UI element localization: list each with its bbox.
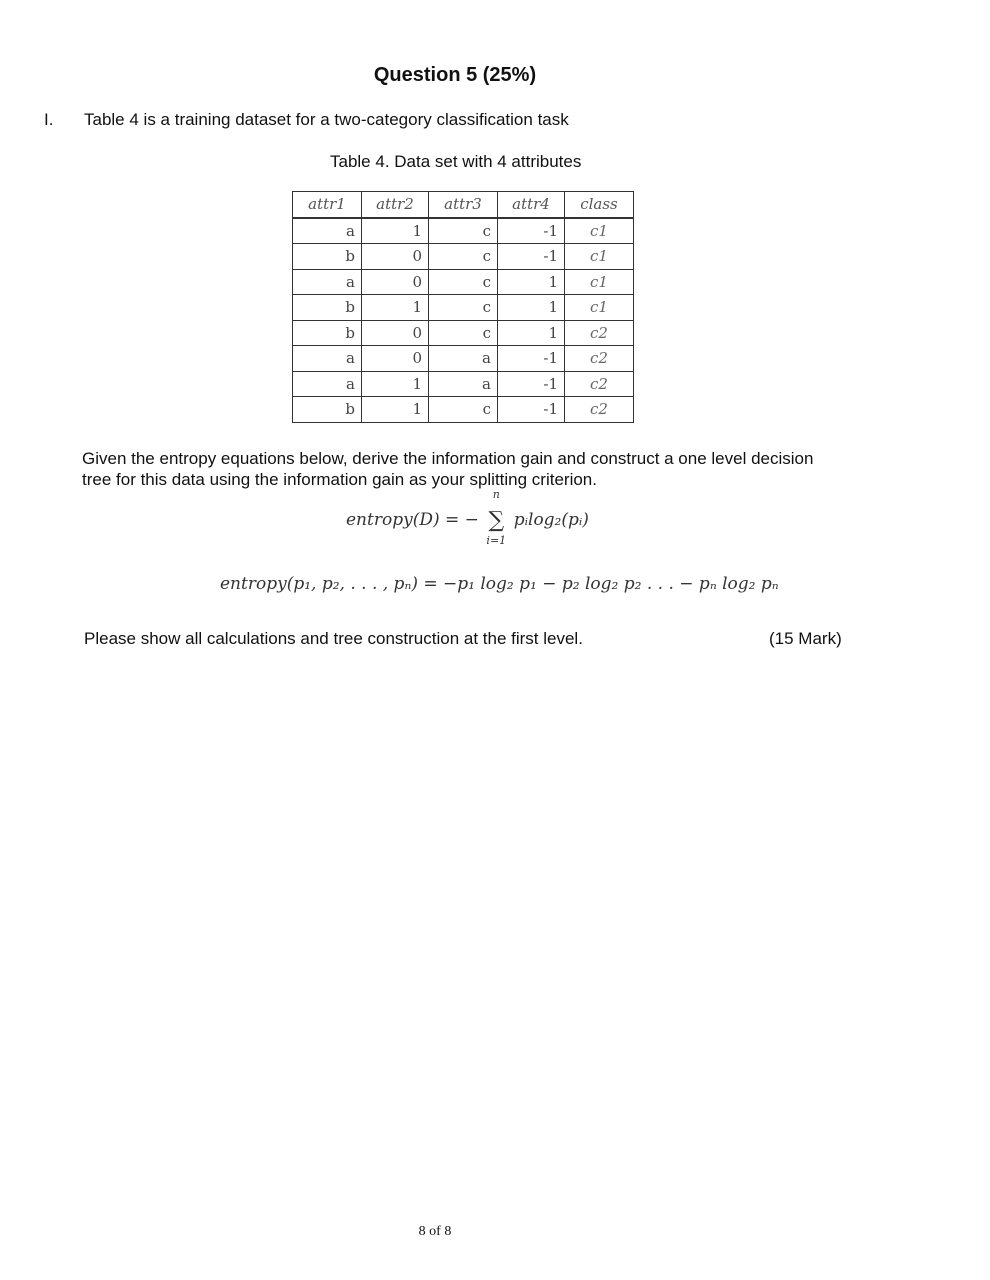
header-attr4: attr4 (498, 192, 565, 218)
table-cell: c1 (565, 218, 634, 244)
table-row (293, 397, 634, 423)
data-table (292, 191, 634, 423)
table-cell: -1 (498, 218, 565, 244)
header-attr2: attr2 (362, 192, 429, 218)
table-cell: c1 (565, 244, 634, 270)
table-cell: b (293, 397, 362, 423)
header-attr1: attr1 (293, 192, 362, 218)
sum-lower-limit: i=1 (486, 534, 507, 547)
table-cell: c (429, 269, 498, 295)
table-cell: a (293, 346, 362, 372)
table-cell: -1 (498, 397, 565, 423)
sum-upper-limit: n (492, 488, 500, 501)
table-cell: c (429, 244, 498, 270)
table-cell: 1 (498, 320, 565, 346)
table-cell: 0 (362, 320, 429, 346)
table-cell: b (293, 320, 362, 346)
entropy-equation-2: entropy(p₁, p₂, . . . , pₙ) = −p₁ log₂ p₁ − p₂ log₂ p₂ . . . − pₙ log₂ pₙ (220, 574, 779, 594)
eq1-lhs: entropy(D) = − (346, 510, 479, 530)
table-row (293, 218, 634, 244)
table-cell: 0 (362, 244, 429, 270)
table-cell: a (429, 371, 498, 397)
table-header-row (293, 192, 634, 218)
item-text: Table 4 is a training dataset for a two-category classification task (84, 110, 569, 129)
table-cell: a (293, 371, 362, 397)
table-cell: 0 (362, 269, 429, 295)
table-cell: -1 (498, 371, 565, 397)
question-title: Question 5 (25%) (373, 64, 537, 86)
eq1-rhs: pᵢlog₂(pᵢ) (513, 510, 589, 530)
table-cell: c1 (565, 269, 634, 295)
table-cell: c (429, 320, 498, 346)
table-cell: a (429, 346, 498, 372)
table-row (293, 295, 634, 321)
table-cell: 1 (362, 218, 429, 244)
header-class: class (565, 192, 634, 218)
table-cell: c (429, 295, 498, 321)
table-cell: c (429, 218, 498, 244)
table-cell: 1 (362, 295, 429, 321)
table-cell: -1 (498, 346, 565, 372)
table-cell: c2 (565, 346, 634, 372)
marks-label: (15 Mark) (769, 629, 842, 648)
table-cell: c2 (565, 320, 634, 346)
table-cell: a (293, 269, 362, 295)
table-cell: 1 (362, 371, 429, 397)
table-caption: Table 4. Data set with 4 attributes (330, 152, 582, 171)
table-cell: b (293, 244, 362, 270)
table-row (293, 244, 634, 270)
table-cell: 1 (498, 269, 565, 295)
table-cell: 1 (498, 295, 565, 321)
table-cell: b (293, 295, 362, 321)
table-cell: a (293, 218, 362, 244)
table-cell: c1 (565, 295, 634, 321)
item-number: I. (44, 110, 54, 129)
entropy-equation-1 (346, 488, 589, 547)
table-cell: 1 (362, 397, 429, 423)
table-cell: c (429, 397, 498, 423)
closing-text: Please show all calculations and tree construction at the first level. (84, 629, 583, 648)
table-cell: c2 (565, 371, 634, 397)
table-row (293, 346, 634, 372)
header-attr3: attr3 (429, 192, 498, 218)
table-body (293, 218, 634, 423)
instructions-text: Given the entropy equations below, derive the information gain and construct a one level decision tree for this data using the information gain as your splitting criterion. (82, 449, 814, 489)
table-row (293, 371, 634, 397)
table-row (293, 320, 634, 346)
table-cell: c2 (565, 397, 634, 423)
table-cell: 0 (362, 346, 429, 372)
summation-symbol: n ∑ i=1 (484, 508, 508, 533)
table-row (293, 269, 634, 295)
table-cell: -1 (498, 244, 565, 270)
page-number: 8 of 8 (418, 1224, 452, 1239)
